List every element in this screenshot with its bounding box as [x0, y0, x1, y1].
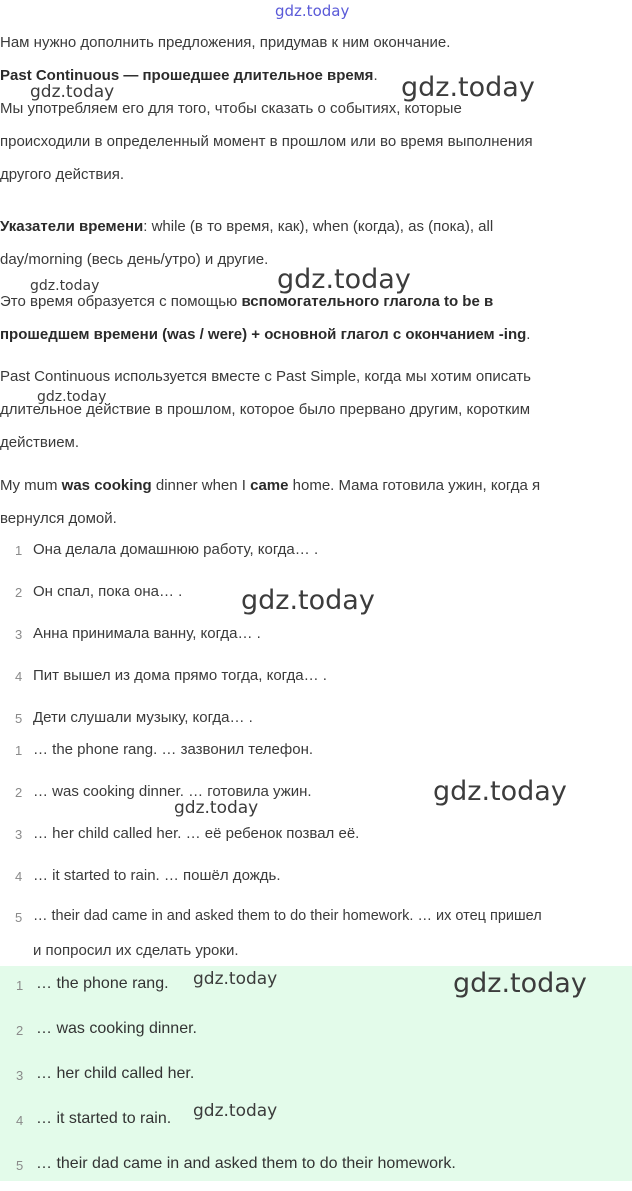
- list-item: [0, 825, 632, 845]
- answer-item: [0, 1146, 632, 1191]
- example-part-3: home. Мама готовила ужин, когда я: [288, 477, 541, 494]
- example-part-1: My mum: [0, 477, 62, 494]
- usage-line-2: длительное действие в прошлом, которое было прервано другим, коротким: [0, 401, 531, 418]
- item-number: 5: [15, 910, 23, 925]
- example-line-2: вернулся домой.: [0, 510, 117, 527]
- item-text: … it started to rain.: [36, 1110, 172, 1127]
- definition-line-4: другого действия.: [0, 166, 125, 183]
- watermark-top: gdz.today: [275, 2, 350, 20]
- item-text: … their dad came in and asked them to do their homework. … их отец пришел: [33, 908, 542, 924]
- item-number: 1: [15, 743, 23, 758]
- example-line-1: [0, 469, 632, 502]
- item-text: … it started to rain. … пошёл дождь.: [33, 867, 281, 884]
- item-text: … was cooking dinner.: [36, 1020, 197, 1037]
- usage-line-1: Past Continuous используется вместе с Past Simple, когда мы хотим описать: [0, 368, 531, 385]
- item-number: 2: [15, 585, 23, 600]
- item-text: … her child called her. … её ребенок позвал её.: [33, 825, 360, 842]
- definition-line-2: Мы употребляем его для того, чтобы сказать о событиях, которые: [0, 100, 462, 117]
- answer-item: [0, 1056, 632, 1101]
- usage-paragraph: [0, 360, 632, 459]
- item-number: 5: [15, 711, 23, 726]
- formation-bold-1: вспомогательного глагола to be в: [241, 293, 494, 310]
- item-text: … the phone rang. … зазвонил телефон.: [33, 741, 314, 758]
- answer-item: [0, 1011, 632, 1056]
- watermark: gdz.today: [241, 585, 375, 616]
- item-number: 1: [15, 543, 23, 558]
- example-paragraph: [0, 469, 632, 535]
- item-number: 3: [15, 827, 23, 842]
- definition-paragraph: [0, 59, 632, 191]
- item-number: 4: [16, 1113, 24, 1128]
- watermark: gdz.today: [401, 72, 535, 103]
- answer-item: [0, 1101, 632, 1146]
- item-number: 3: [15, 627, 23, 642]
- watermark: gdz.today: [277, 264, 411, 295]
- item-number: 5: [16, 1158, 24, 1173]
- item-text: Она делала домашнюю работу, когда… .: [33, 541, 319, 558]
- watermark: gdz.today: [193, 1101, 278, 1121]
- definition-line-3: происходили в определенный момент в прошлом или во время выполнения: [0, 133, 533, 150]
- watermark: gdz.today: [433, 776, 567, 807]
- watermark: gdz.today: [30, 82, 115, 102]
- item-text: … her child called her.: [36, 1065, 195, 1082]
- watermark: gdz.today: [37, 389, 107, 405]
- example-part-2: dinner when I: [151, 477, 251, 494]
- usage-line-3: действием.: [0, 434, 80, 451]
- definition-tail: .: [373, 67, 378, 84]
- watermark: gdz.today: [193, 969, 278, 989]
- formation-line-2: [0, 318, 632, 351]
- markers-line-2: day/morning (весь день/утро) и другие.: [0, 251, 269, 268]
- watermark: gdz.today: [174, 798, 259, 818]
- list-item: [0, 908, 632, 962]
- formation-pre: Это время образуется с помощью: [0, 293, 242, 310]
- list-item: [0, 625, 632, 645]
- list-item: [0, 541, 632, 561]
- formation-bold-2: прошедшем времени (was / were) + основной глагол с окончанием -ing: [0, 326, 527, 343]
- list-item: [0, 667, 632, 687]
- item-number: 2: [15, 785, 23, 800]
- markers-line-1: [0, 210, 632, 243]
- item-text: … the phone rang.: [36, 975, 169, 992]
- item-text: Он спал, пока она… .: [33, 583, 183, 600]
- example-bold-2: came: [250, 477, 289, 494]
- item-text: … their dad came in and asked them to do their homework.: [36, 1155, 456, 1172]
- item-text: … was cooking dinner. … готовила ужин.: [33, 783, 312, 800]
- definition-term: Past Continuous — прошедшее длительное время: [0, 67, 374, 84]
- item-text: Дети слушали музыку, когда… .: [33, 709, 253, 726]
- item-text-continued: и попросил их сделать уроки.: [33, 942, 239, 959]
- intro-text: Нам нужно дополнить предложения, придумав к ним окончание.: [0, 34, 451, 51]
- markers-label: Указатели времени: [0, 218, 144, 235]
- formation-tail: .: [526, 326, 531, 343]
- markers-list: : while (в то время, как), when (когда), as (пока), all: [143, 218, 494, 235]
- list-item: [0, 741, 632, 761]
- item-number: 2: [16, 1023, 24, 1038]
- item-number: 4: [15, 869, 23, 884]
- item-number: 4: [15, 669, 23, 684]
- watermark: gdz.today: [453, 968, 587, 999]
- item-text: Пит вышел из дома прямо тогда, когда… .: [33, 667, 327, 684]
- example-bold-1: was cooking: [61, 477, 152, 494]
- item-number: 3: [16, 1068, 24, 1083]
- item-text: Анна принимала ванну, когда… .: [33, 625, 261, 642]
- watermark: gdz.today: [30, 278, 100, 294]
- list-item: [0, 867, 632, 887]
- item-number: 1: [16, 978, 24, 993]
- list-item: [0, 709, 632, 729]
